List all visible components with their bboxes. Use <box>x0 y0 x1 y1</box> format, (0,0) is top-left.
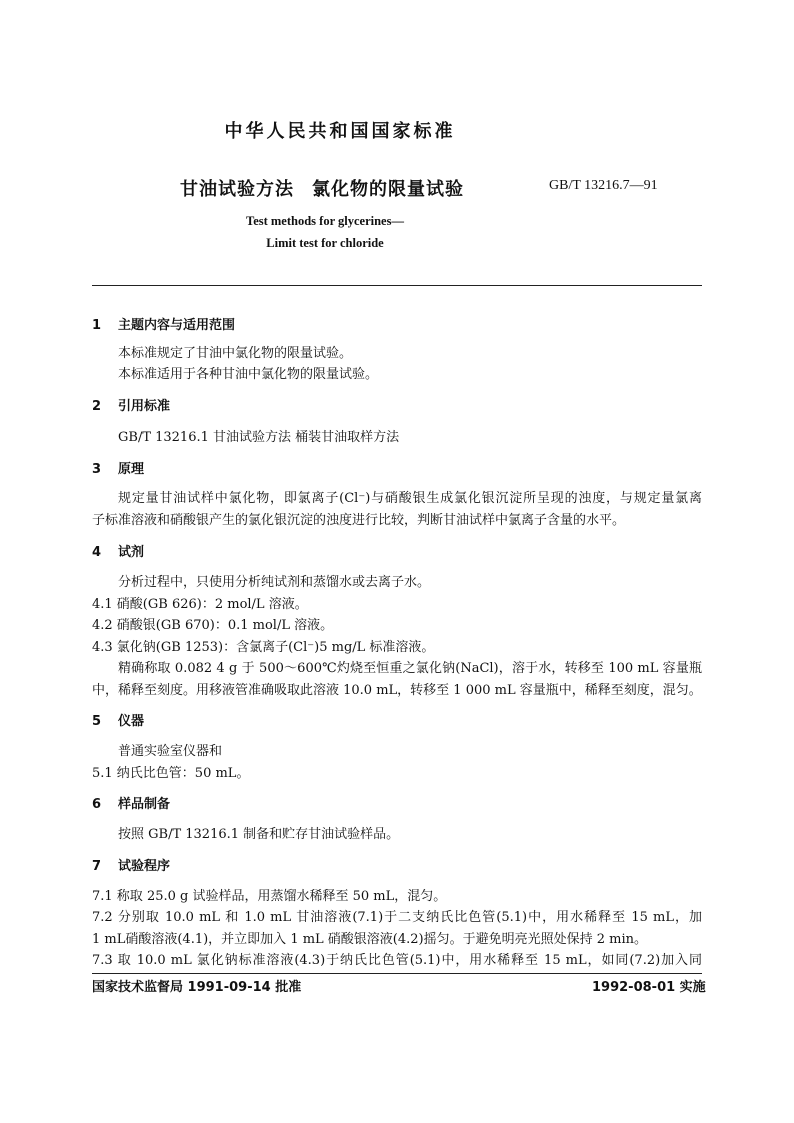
section-1-para-2: 本标准适用于各种甘油中氯化物的限量试验。 <box>118 367 379 382</box>
section-7-heading: 7 试验程序 <box>92 859 171 874</box>
document-title-en-line2: Limit test for chloride <box>266 236 384 250</box>
title-zh-part2: 氯化物的限量试验 <box>312 179 464 200</box>
section-3-heading: 3 原理 <box>92 462 145 477</box>
section-5-para-1: 普通实验室仪器和 <box>118 744 223 759</box>
section-1-heading: 1 主题内容与适用范围 <box>92 318 236 333</box>
header-divider <box>92 285 702 286</box>
title-zh-part1: 甘油试验方法 <box>180 179 294 200</box>
item-7-3-line1: 7.3 取 10.0 mL 氯化钠标准溶液(4.3)于纳氏比色管(5.1)中，用水稀释至 15 mL，如同(7.2)加入同 <box>92 953 702 968</box>
item-7-1: 7.1 称取 25.0 g 试验样品，用蒸馏水稀释至 50 mL，混匀。 <box>92 889 447 904</box>
item-4-2: 4.2 硝酸银(GB 670)：0.1 mol/L 溶液。 <box>92 618 334 633</box>
item-5-1: 5.1 纳氏比色管：50 mL。 <box>92 766 250 781</box>
document-title-zh <box>180 175 464 201</box>
item-7-2-line1: 7.2 分别取 10.0 mL 和 1.0 mL 甘油溶液(7.1)于二支纳氏比色管(5.1)中，用水稀释至 15 mL，加 <box>92 910 702 925</box>
section-6-heading: 6 样品制备 <box>92 797 171 812</box>
section-5-heading: 5 仪器 <box>92 714 145 729</box>
implementation-date: 1992-08-01 实施 <box>592 980 706 995</box>
section-4-heading: 4 试剂 <box>92 545 145 560</box>
document-title-en-line1: Test methods for glycerines— <box>246 214 404 228</box>
section-3-para-line2: 子标准溶液和硝酸银产生的氯化银沉淀的浊度进行比较，判断甘油试样中氯离子含量的水平。 <box>92 513 626 528</box>
item-4-3-para-line2: 中，稀释至刻度。用移液管准确吸取此溶液 10.0 mL，转移至 1 000 mL 容量瓶中，稀释至刻度，混匀。 <box>92 683 702 698</box>
section-4-intro: 分析过程中，只使用分析纯试剂和蒸馏水或去离子水。 <box>118 575 431 590</box>
standard-code: GB/T 13216.7—91 <box>549 178 658 193</box>
item-4-3-para-line1: 精确称取 0.082 4 g 于 500～600℃灼烧至恒重之氯化钠(NaCl)，溶于水，转移至 100 mL 容量瓶 <box>118 661 702 676</box>
footer-divider <box>92 973 702 974</box>
item-7-2-line2: 1 mL硝酸溶液(4.1)，并立即加入 1 mL 硝酸银溶液(4.2)摇匀。于避免明亮光照处保持 2 min。 <box>92 932 648 947</box>
section-2-heading: 2 引用标准 <box>92 399 171 414</box>
section-3-para-line1: 规定量甘油试样中氯化物，即氯离子(Cl⁻)与硝酸银生成氯化银沉淀所呈现的浊度，与规定量氯离 <box>118 491 702 506</box>
item-4-3: 4.3 氯化钠(GB 1253)：含氯离子(Cl⁻)5 mg/L 标准溶液。 <box>92 640 435 655</box>
section-2-para-1: GB/T 13216.1 甘油试验方法 桶装甘油取样方法 <box>118 430 400 445</box>
issuing-organization: 中华人民共和国国家标准 <box>224 121 456 142</box>
item-4-1: 4.1 硝酸(GB 626)：2 mol/L 溶液。 <box>92 597 308 612</box>
approval-date: 国家技术监督局 1991-09-14 批准 <box>92 980 302 995</box>
section-6-para-1: 按照 GB/T 13216.1 制备和贮存甘油试验样品。 <box>118 827 400 842</box>
section-1-para-1: 本标准规定了甘油中氯化物的限量试验。 <box>118 346 353 361</box>
